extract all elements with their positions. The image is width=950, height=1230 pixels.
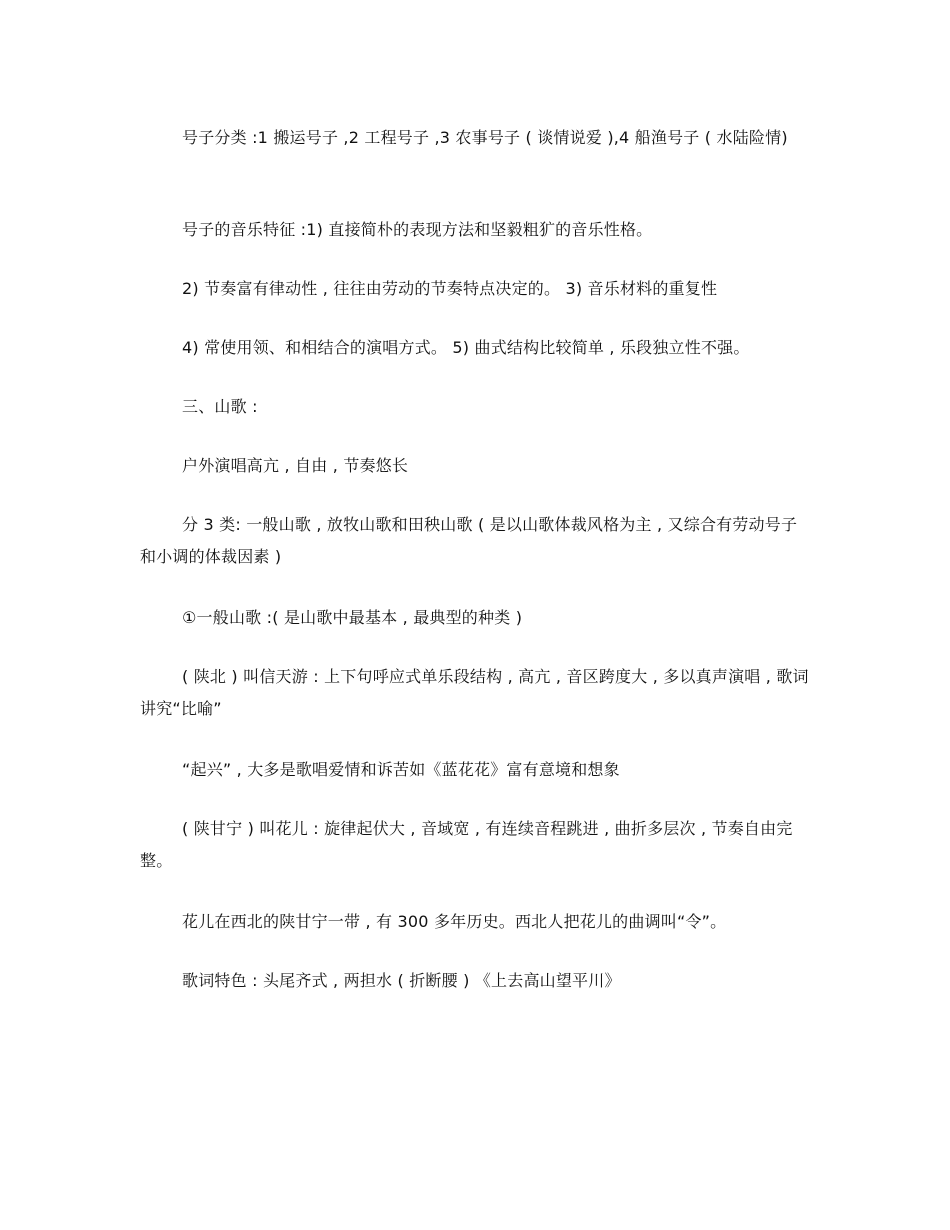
paragraph-lyric-features: 歌词特色 : 头尾齐式 , 两担水 ( 折断腰 ) 《上去高山望平川》	[182, 971, 621, 990]
paragraph-huaer: ( 陕甘宁 ) 叫花儿 : 旋律起伏大 , 音域宽 , 有连续音程跳进 , 曲折多层次 , 节奏自由完整。	[140, 819, 793, 870]
paragraph-work-song-categories: 号子分类 :1 搬运号子 ,2 工程号子 ,3 农事号子 ( 谈情说爱 ),4 船渔号子 ( 水陆险情)	[182, 128, 788, 147]
paragraph-singing-form: 4) 常使用领、和相结合的演唱方式。 5) 曲式结构比较简单 , 乐段独立性不强。	[182, 338, 750, 357]
paragraph-work-song-features: 号子的音乐特征 :1) 直接简朴的表现方法和坚毅粗犷的音乐性格。	[182, 220, 653, 239]
paragraph-huaer-history: 花儿在西北的陕甘宁一带 , 有 300 多年历史。西北人把花儿的曲调叫“令”。	[182, 912, 727, 931]
paragraph-general-mountain-song: ①一般山歌 :( 是山歌中最基本 , 最典型的种类 )	[182, 608, 523, 627]
paragraph-rhythm-repetition: 2) 节奏富有律动性 , 往往由劳动的节奏特点决定的。 3) 音乐材料的重复性	[182, 279, 718, 298]
paragraph-mountain-song-types: 分 3 类: 一般山歌 , 放牧山歌和田秧山歌 ( 是以山歌体裁风格为主 , 又综合有劳动号子和小调的体裁因素 )	[140, 515, 798, 566]
paragraph-xintianyou: ( 陕北 ) 叫信天游 : 上下句呼应式单乐段结构 , 高亢 , 音区跨度大 , 多以真声演唱 , 歌词讲究“比喻”	[140, 667, 809, 718]
paragraph-outdoor-singing: 户外演唱高亢 , 自由 , 节奏悠长	[182, 456, 409, 475]
paragraph-qixing: “起兴” , 大多是歌唱爱情和诉苦如《蓝花花》富有意境和想象	[182, 760, 620, 779]
section-heading-mountain-songs: 三、山歌 :	[182, 397, 258, 416]
